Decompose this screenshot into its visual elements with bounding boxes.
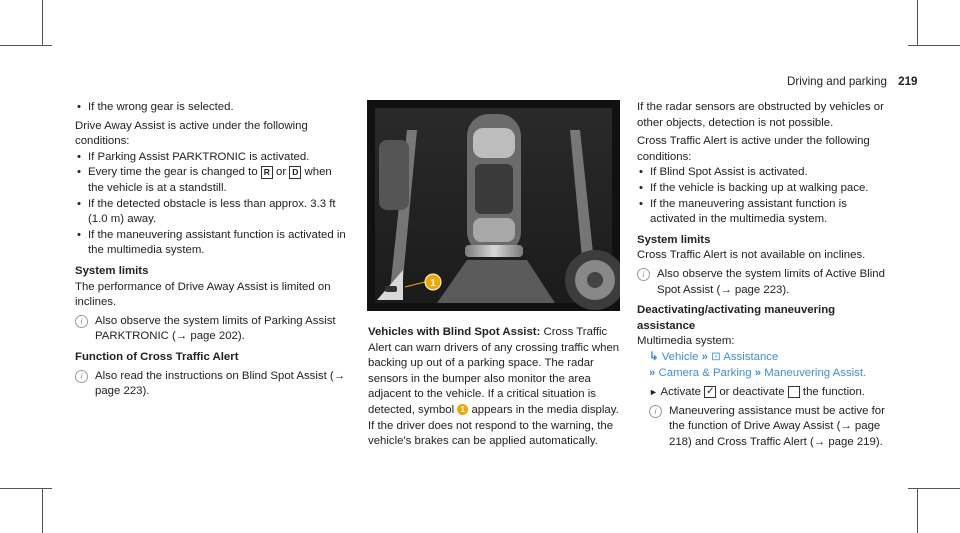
paragraph: Multimedia system: <box>637 335 735 348</box>
heading: Function of Cross Traffic Alert <box>75 350 239 363</box>
page-link[interactable]: page 202). <box>190 330 245 343</box>
crop-mark <box>908 488 960 489</box>
text: or deactivate <box>719 386 785 399</box>
section-title: Driving and parking <box>787 75 887 88</box>
heading: Deactivating/activating maneuvering assistance <box>637 304 836 332</box>
menu-path <box>637 350 887 366</box>
paragraph: If the radar sensors are obstructed by vehicles or other objects, detection is not possible. <box>637 101 884 129</box>
running-header <box>787 75 917 88</box>
text: Maneuvering assistance must be active for the function of Drive Away Assist ( <box>669 404 885 433</box>
callout-label: 1 <box>430 278 436 289</box>
text: when the vehicle is at a standstill. <box>88 166 332 194</box>
arrow-icon: → <box>720 283 732 296</box>
text: Every time the gear is changed to <box>88 166 258 179</box>
note <box>75 369 350 400</box>
column-3 <box>637 100 887 450</box>
page-link[interactable]: page 223). <box>95 385 150 398</box>
camera-image <box>367 100 620 311</box>
text: the function. <box>802 386 865 399</box>
chevron-right-icon: » <box>754 366 762 379</box>
callout-badge-icon: 1 <box>457 404 468 415</box>
paragraph: Cross Traffic Alert is not available on inclines. <box>637 249 866 262</box>
info-icon: i <box>75 315 88 328</box>
page-number: 219 <box>898 75 918 88</box>
paragraph <box>368 325 623 450</box>
gear-r-key-icon: R <box>261 166 273 179</box>
crop-mark <box>42 488 43 533</box>
checkbox-unchecked-icon[interactable] <box>788 386 800 398</box>
info-icon: i <box>649 405 662 418</box>
paragraph: The performance of Drive Away Assist is limited on inclines. <box>75 280 331 309</box>
menu-item-camera-parking[interactable]: Camera & Parking <box>658 366 752 379</box>
arrow-icon: → <box>840 420 852 433</box>
text: or <box>276 166 287 179</box>
info-icon: i <box>75 370 88 383</box>
text: appears in the media display. If the driver does not respond to the warning, the vehicle's brakes can be applied automatically. <box>368 403 619 448</box>
heading: Vehicles with Blind Spot Assist: <box>368 326 541 338</box>
text: Also observe the system limits of Parking Assist PARKTRONIC ( <box>95 314 336 343</box>
column-2 <box>368 325 623 450</box>
text: Also observe the system limits of Active Blind Spot Assist ( <box>657 267 885 296</box>
menu-path <box>637 366 887 382</box>
menu-item-maneuvering-assist[interactable]: Maneuvering Assist. <box>764 366 867 379</box>
paragraph: Cross Traffic Alert is active under the following conditions: <box>637 135 870 163</box>
action-step <box>637 385 887 401</box>
paragraph: Drive Away Assist is active under the following conditions: <box>75 119 308 148</box>
note <box>637 404 887 451</box>
checkbox-checked-icon[interactable] <box>704 386 716 398</box>
arrow-icon: → <box>813 435 826 448</box>
info-icon: i <box>637 268 650 281</box>
crop-mark <box>917 488 918 533</box>
note <box>75 314 350 345</box>
list-item: • If the detected obstacle is less than approx. 3.3 ft (1.0 m) away. <box>75 197 350 228</box>
parking-camera-illustration <box>367 100 620 311</box>
crop-mark <box>0 488 52 489</box>
list-item: • If Parking Assist PARKTRONIC is activated. <box>75 150 350 166</box>
chevron-right-icon: » <box>701 350 708 363</box>
crop-mark <box>42 0 43 46</box>
list-item: • If the wrong gear is selected. <box>75 100 350 116</box>
menu-item-vehicle[interactable]: Vehicle <box>661 350 699 363</box>
heading: System limits <box>637 233 711 246</box>
note <box>637 267 887 298</box>
crop-mark <box>0 45 52 46</box>
list-item: • If the maneuvering assistant function is activated in the multimedia system. <box>75 228 350 259</box>
crop-mark <box>908 45 960 46</box>
chevron-right-icon: » <box>649 366 656 379</box>
page-link[interactable]: page 218) and Cross Traffic Alert ( <box>669 420 881 448</box>
text: Cross Traffic Alert can warn drivers of any crossing traffic when backing up out of a parking space. The radar sensors in the bumper also monitor the area adjacent to the vehicle. If a critical situation is detected, symbol <box>368 326 620 416</box>
menu-arrow-icon: ↳ <box>649 350 659 363</box>
list-item: • If the maneuvering assistant function is activated in the multimedia system. <box>637 197 887 228</box>
text: Activate <box>660 386 701 399</box>
list-item: • If the vehicle is backing up at walking pace. <box>637 181 887 197</box>
arrow-icon: → <box>175 330 188 343</box>
list-item: • If Blind Spot Assist is activated. <box>637 165 887 181</box>
column-1 <box>75 100 350 400</box>
gear-d-key-icon: D <box>289 166 301 179</box>
heading: System limits <box>75 264 149 277</box>
page-link[interactable]: page 219). <box>828 435 883 448</box>
list-item <box>75 165 350 196</box>
arrow-icon: → <box>333 369 346 382</box>
crop-mark <box>917 0 918 46</box>
text: Also read the instructions on Blind Spot Assist ( <box>95 369 334 382</box>
assistance-car-icon: ⊡ <box>711 350 721 363</box>
menu-item-assistance[interactable]: Assistance <box>723 350 779 363</box>
page-link[interactable]: page 223). <box>734 283 790 296</box>
action-arrow-icon: ► <box>649 387 658 398</box>
